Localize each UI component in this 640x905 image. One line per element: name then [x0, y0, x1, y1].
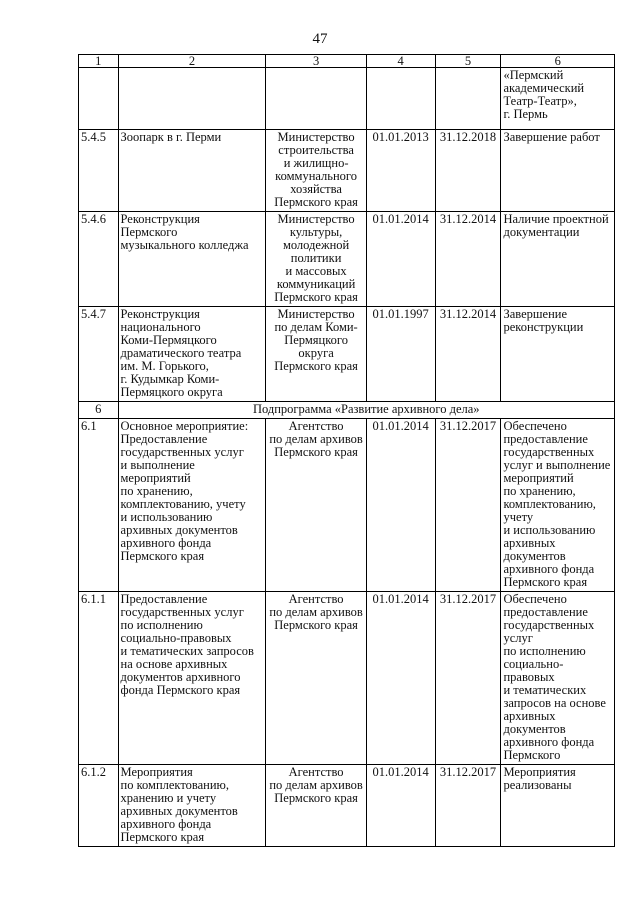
table-row [79, 765, 615, 847]
row-number: 6.1.2 [79, 765, 119, 847]
row-result: Завершение реконструкции [501, 307, 615, 402]
row-start-date: 01.01.2014 [366, 419, 435, 592]
row-start-date: 01.01.2014 [366, 212, 435, 307]
continuation-start [366, 68, 435, 130]
section-number: 6 [79, 402, 119, 419]
continuation-executor [266, 68, 366, 130]
row-number: 6.1.1 [79, 592, 119, 765]
row-result: Мероприятия реализованы [501, 765, 615, 847]
row-result: Обеспечено предоставление государственных услуг и выполнение мероприятий по хранению, комплектованию, учету и использованию архивных документов архивного фонда Пермского края [501, 419, 615, 592]
row-number: 5.4.6 [79, 212, 119, 307]
row-number: 6.1 [79, 419, 119, 592]
row-executor: Министерство по делам Коми- Пермяцкого округа Пермского края [266, 307, 366, 402]
row-executor: Агентство по делам архивов Пермского края [266, 592, 366, 765]
row-name: Реконструкция Пермского музыкального колледжа [118, 212, 266, 307]
table-row [79, 592, 615, 765]
row-name: Зоопарк в г. Перми [118, 130, 266, 212]
row-number: 5.4.5 [79, 130, 119, 212]
row-result: Наличие проектной документации [501, 212, 615, 307]
table-row [79, 307, 615, 402]
section-title: Подпрограмма «Развитие архивного дела» [118, 402, 614, 419]
row-executor: Министерство строительства и жилищно- коммунального хозяйства Пермского края [266, 130, 366, 212]
continuation-num [79, 68, 119, 130]
row-start-date: 01.01.1997 [366, 307, 435, 402]
row-name: Основное мероприятие: Предоставление государственных услуг и выполнение мероприятий по хранению, комплектованию, учету и использованию архивных документов архивного фонда Пермского края [118, 419, 266, 592]
row-name: Предоставление государственных услуг по исполнению социально-правовых и тематических запросов на основе архивных документов архивного фонда Пермского края [118, 592, 266, 765]
row-start-date: 01.01.2013 [366, 130, 435, 212]
row-executor: Агентство по делам архивов Пермского края [266, 765, 366, 847]
table-header-row [79, 55, 615, 68]
row-end-date: 31.12.2017 [435, 765, 501, 847]
header-col-5: 5 [435, 55, 501, 68]
row-start-date: 01.01.2014 [366, 765, 435, 847]
continuation-row [79, 68, 615, 130]
table-row [79, 419, 615, 592]
row-executor: Министерство культуры, молодежной политики и массовых коммуникаций Пермского края [266, 212, 366, 307]
row-executor: Агентство по делам архивов Пермского края [266, 419, 366, 592]
program-table [78, 54, 615, 847]
table-row [79, 212, 615, 307]
header-col-4: 4 [366, 55, 435, 68]
header-col-2: 2 [118, 55, 266, 68]
header-col-3: 3 [266, 55, 366, 68]
row-result: Завершение работ [501, 130, 615, 212]
section-row [79, 402, 615, 419]
row-name: Мероприятия по комплектованию, хранению и учету архивных документов архивного фонда Пермского края [118, 765, 266, 847]
continuation-end [435, 68, 501, 130]
continuation-result: «Пермский академический Театр-Театр», г. Пермь [501, 68, 615, 130]
row-result: Обеспечено предоставление государственных услуг по исполнению социально- правовых и тематических запросов на основе архивных документов архивного фонда Пермского [501, 592, 615, 765]
row-name: Реконструкция национального Коми-Пермяцкого драматического театра им. М. Горького, г. Кудымкар Коми- Пермяцкого округа [118, 307, 266, 402]
row-start-date: 01.01.2014 [366, 592, 435, 765]
row-number: 5.4.7 [79, 307, 119, 402]
row-end-date: 31.12.2014 [435, 307, 501, 402]
page-number: 47 [312, 31, 328, 47]
header-col-1: 1 [79, 55, 119, 68]
header-col-6: 6 [501, 55, 615, 68]
continuation-name [118, 68, 266, 130]
row-end-date: 31.12.2014 [435, 212, 501, 307]
row-end-date: 31.12.2017 [435, 419, 501, 592]
row-end-date: 31.12.2017 [435, 592, 501, 765]
table-row [79, 130, 615, 212]
row-end-date: 31.12.2018 [435, 130, 501, 212]
